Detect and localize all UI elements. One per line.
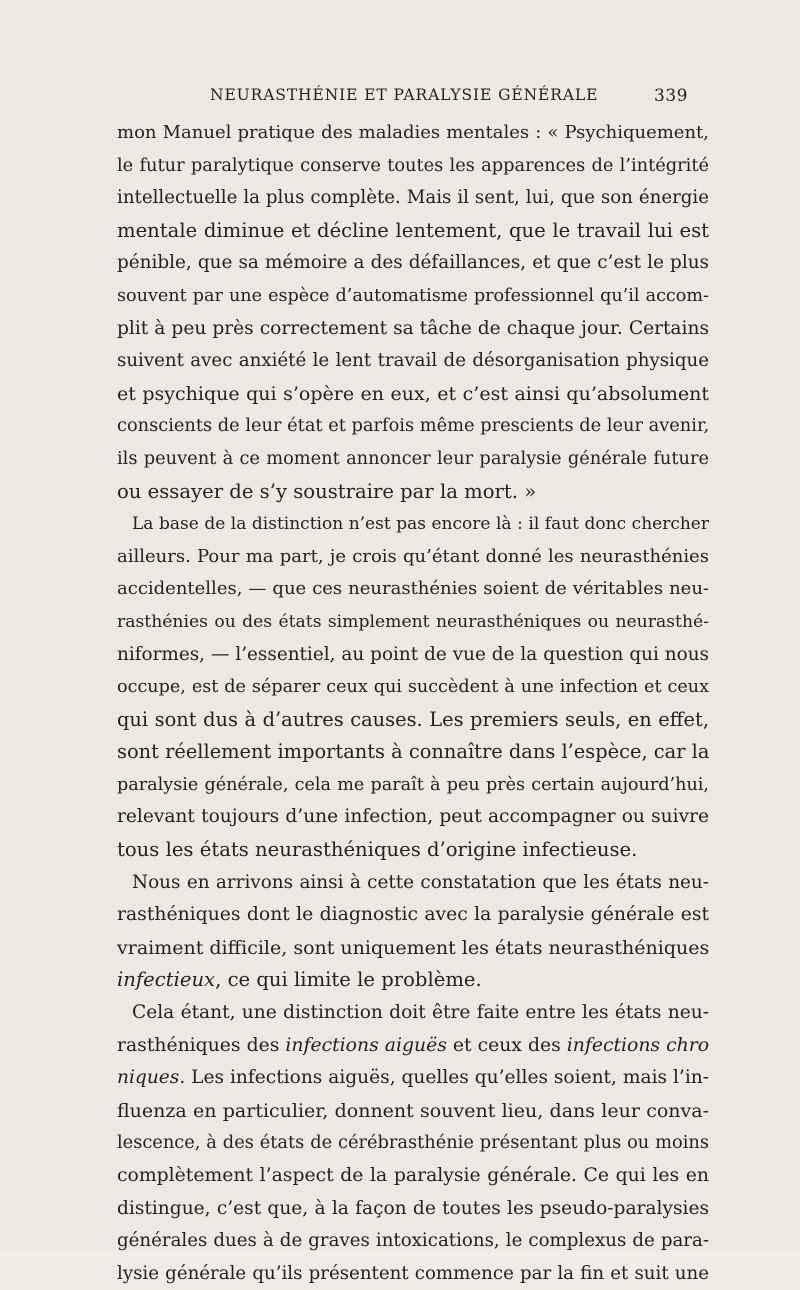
line-segment: . Les infections aiguës, quelles qu’elles soient, mais l’in- — [179, 1067, 710, 1089]
text-line — [117, 1030, 709, 1063]
text-line: ils peuvent à ce moment annoncer leur paralysie générale future — [117, 447, 709, 469]
text-line: souvent par une espèce d’automatisme professionnel qu’il accom- — [117, 285, 709, 306]
text-line: distingue, c’est que, à la façon de toutes les pseudo-paralysies — [117, 1197, 709, 1219]
line-segment: , ce qui limite le problème. — [215, 968, 482, 992]
page-number: 339 — [654, 86, 688, 106]
text-line: niformes, — l’essentiel, au point de vue de la question qui nous — [117, 643, 709, 665]
text-line: ou essayer de s’y soustraire par la mort. » — [117, 479, 537, 503]
text-line: paralysie générale, cela me paraît à peu près certain aujourd’hui, — [117, 774, 709, 795]
text-line: accidentelles, — que ces neurasthénies soient de véritables neu- — [117, 578, 709, 600]
text-line — [117, 964, 709, 997]
text-line: intellectuelle la plus complète. Mais il sent, lui, que son énergie — [117, 187, 709, 209]
text-line: mentale diminue et décline lentement, que le travail lui est — [117, 218, 709, 242]
paragraph-start-line: La base de la distinction n’est pas encore là : il faut donc chercher — [132, 514, 709, 535]
text-line: sont réellement importants à connaître dans l’espèce, car la — [117, 740, 710, 764]
italic-term: infections chro — [566, 1034, 710, 1056]
text-line: fluenza en particulier, donnent souvent lieu, dans leur conva- — [117, 1099, 709, 1122]
text-line: qui sont dus à d’autres causes. Les premiers seuls, en effet, — [117, 707, 709, 731]
text-line: occupe, est de séparer ceux qui succèdent à une infection et ceux — [117, 677, 709, 698]
text-line: relevant toujours d’une infection, peut accompagner ou suivre — [117, 806, 709, 828]
text-line: et psychique qui s’opère en eux, et c’est ainsi qu’absolument — [117, 382, 709, 405]
text-line: suivent avec anxiété le lent travail de désorganisation physique — [117, 350, 709, 372]
italic-term: infectieux — [117, 968, 216, 992]
text-line: vraiment difficile, sont uniquement les états neurasthéniques — [117, 936, 710, 959]
text-line: tous les états neurasthéniques d’origine infectieuse. — [117, 838, 638, 862]
text-line: rasthénies ou des états simplement neurasthéniques ou neurasthé- — [117, 611, 709, 632]
page-header — [108, 86, 688, 108]
text-line: générales dues à de graves intoxications, le complexus de para- — [117, 1230, 709, 1252]
paragraph-start-line: Nous en arrivons ainsi à cette constatation que les états neu- — [132, 871, 709, 893]
text-line: lysie générale qu’ils présentent commence par la fin et suit une — [117, 1262, 709, 1284]
line-segment: rasthéniques des — [117, 1034, 286, 1056]
line-segment: et ceux des — [446, 1034, 567, 1056]
body-text — [117, 117, 709, 1290]
paragraph-start-line: Cela étant, une distinction doit être faite entre les états neu- — [132, 1002, 709, 1024]
text-line: lescence, à des états de cérébrasthénie présentant plus ou moins — [117, 1132, 709, 1154]
italic-term: niques — [117, 1067, 180, 1089]
text-line — [117, 1062, 709, 1095]
text-line: rasthéniques dont le diagnostic avec la paralysie générale est — [117, 904, 709, 926]
text-line: le futur paralytique conserve toutes les apparences de l’intégrité — [117, 154, 709, 176]
text-line: pénible, que sa mémoire a des défaillances, et que c’est le plus — [117, 252, 709, 274]
text-line: ailleurs. Pour ma part, je crois qu’étant donné les neurasthénies — [117, 545, 709, 567]
italic-term: infections aiguës — [285, 1034, 447, 1056]
text-line: conscients de leur état et parfois même prescients de leur avenir, — [117, 415, 710, 437]
text-line: plit à peu près correctement sa tâche de chaque jour. Certains — [117, 317, 709, 339]
text-line: complètement l’aspect de la paralysie générale. Ce qui les en — [117, 1165, 709, 1186]
text-line: mon Manuel pratique des maladies mentales : « Psychiquement, — [117, 122, 709, 143]
running-title: NEURASTHÉNIE ET PARALYSIE GÉNÉRALE — [210, 86, 599, 104]
